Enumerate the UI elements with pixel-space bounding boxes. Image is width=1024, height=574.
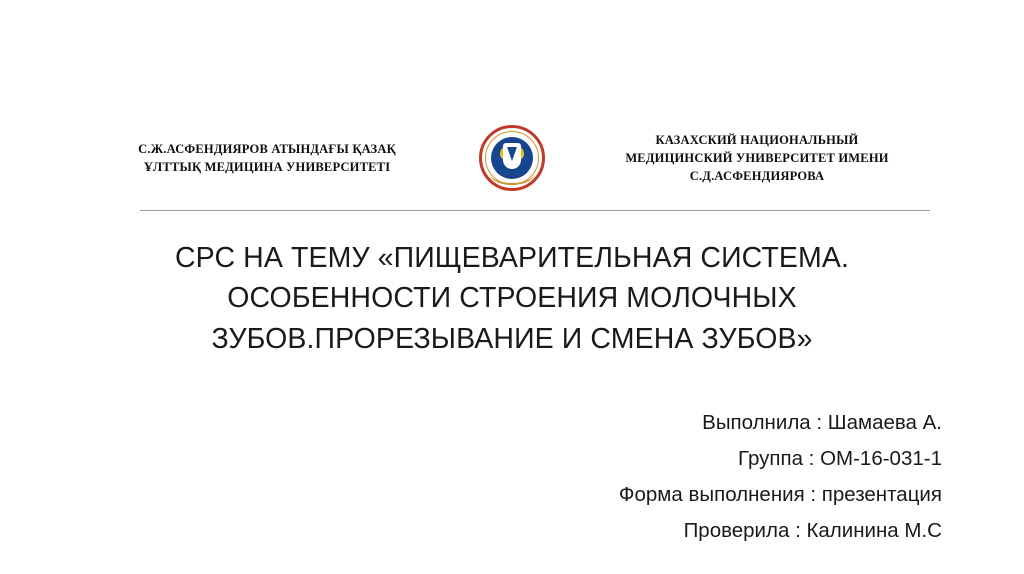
title-line-3: ЗУБОВ.ПРОРЕЗЫВАНИЕ И СМЕНА ЗУБОВ» xyxy=(211,322,813,355)
title-line-2: ОСОБЕННОСТИ СТРОЕНИЯ МОЛОЧНЫХ xyxy=(227,282,797,315)
author-checked-by: Проверила : Калинина М.С xyxy=(683,518,942,542)
university-name-kazakh: С.Ж.АСФЕНДИЯРОВ АТЫНДАҒЫ ҚАЗАҚ ҰЛТТЫҚ МЕДИЦИНА УНИВЕРСИТЕТІ xyxy=(138,141,396,174)
author-performed-by: Выполнила : Шамаева А. xyxy=(702,411,942,434)
author-info xyxy=(322,405,942,549)
slide-title xyxy=(112,238,912,359)
header-divider xyxy=(140,210,930,211)
header-inner xyxy=(117,125,907,191)
author-form: Форма выполнения : презентация xyxy=(618,482,942,506)
university-name-russian: КАЗАХСКИЙ НАЦИОНАЛЬНЫЙ МЕДИЦИНСКИЙ УНИВЕРСИТЕТ ИМЕНИ С.Д.АСФЕНДИЯРОВА xyxy=(625,132,889,184)
emblem-laurel xyxy=(489,161,535,185)
author-group: Группа : ОМ-16-031-1 xyxy=(738,446,942,470)
title-line-1: СРС НА ТЕМУ «ПИЩЕВАРИТЕЛЬНАЯ СИСТЕМА. xyxy=(175,242,849,274)
university-emblem-icon xyxy=(479,125,545,191)
slide-header xyxy=(0,118,1024,198)
